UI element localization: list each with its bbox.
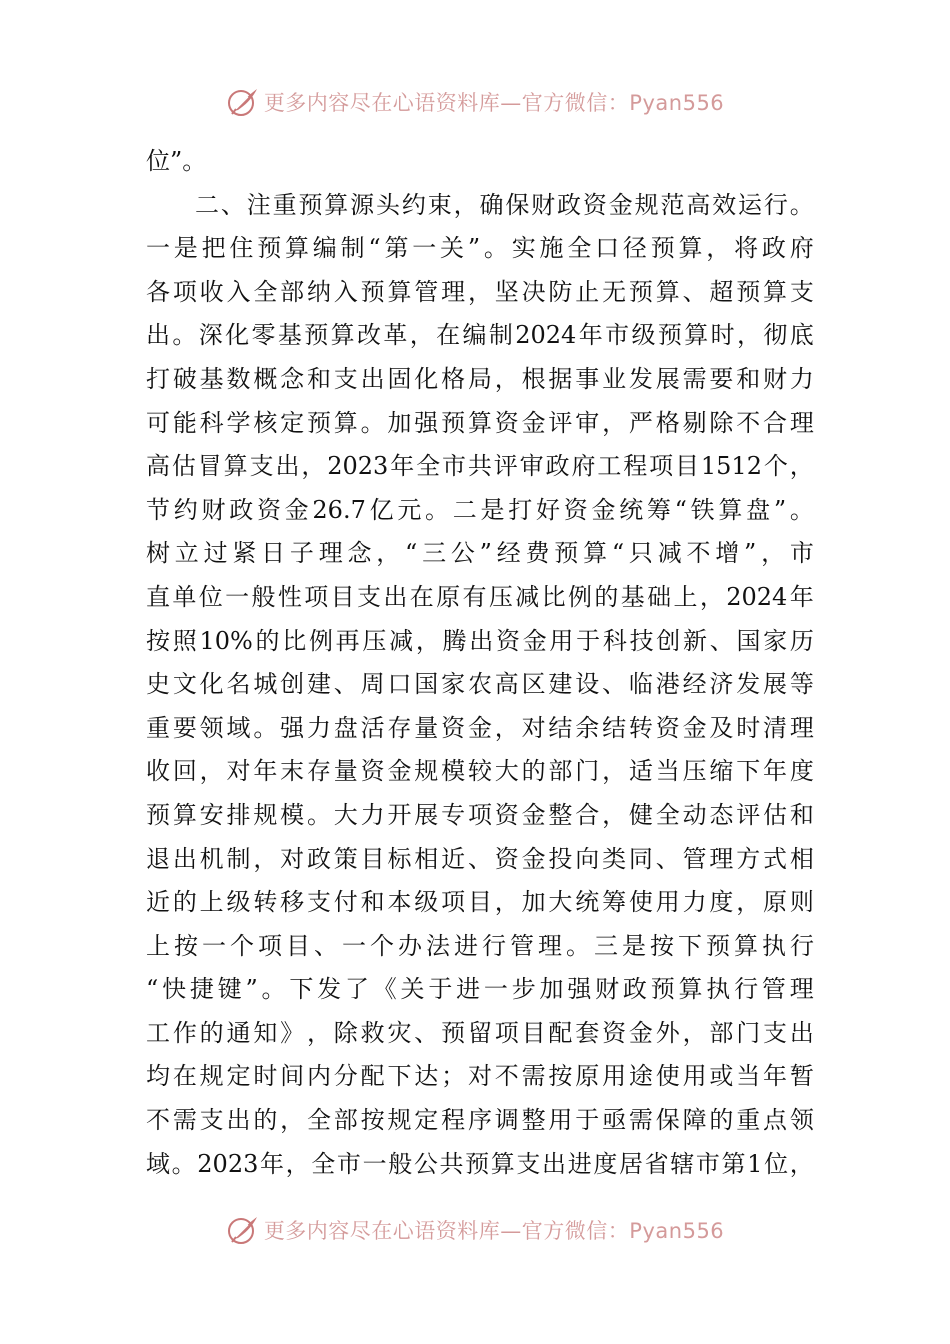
paragraph-line: 高 估 冒 算 支 出 ， 2023 年 全 市 共 评 审 政 府 工 程 项 目 1512 个 ， xyxy=(146,452,814,481)
paragraph-line: 位”。 xyxy=(146,147,207,175)
paragraph-line: 不 需 支 出 的 ， 全 部 按 规 定 程 序 调 整 用 于 亟 需 保 障 的 重 点 领 xyxy=(146,1106,814,1135)
paragraph-line: 退 出 机 制 ， 对 政 策 目 标 相 近 、 资 金 投 向 类 同 、 管 理 方 式 相 xyxy=(146,844,814,873)
document-body xyxy=(146,140,814,1186)
header-watermark-text: 更多内容尽在心语资料库—官方微信：Pyan556 xyxy=(263,91,725,115)
paragraph-line: 出 。 深 化 零 基 预 算 改 革 ， 在 编 制 2024 年 市 级 预 算 时 ， 彻 底 xyxy=(146,321,814,350)
paragraph-line: 一 是 把 住 预 算 编 制 “ 第 一 关 ” 。 实 施 全 口 径 预 算 ， 将 政 府 xyxy=(146,234,814,263)
quill-pen-logo-icon xyxy=(226,1213,260,1247)
paragraph-line: 树 立 过 紧 日 子 理 念 ， “ 三 公 ” 经 费 预 算 “ 只 减 不 增 ” ， 市 xyxy=(146,539,814,568)
paragraph-line: 二 、 注 重 预 算 源 头 约 束 ， 确 保 财 政 资 金 规 范 高 效 运 行 。 xyxy=(195,190,814,219)
paragraph-line: 收 回 ， 对 年 末 存 量 资 金 规 模 较 大 的 部 门 ， 适 当 压 缩 下 年 度 xyxy=(146,757,814,786)
paragraph-line: “ 快 捷 键 ” 。 下 发 了 《 关 于 进 一 步 加 强 财 政 预 算 执 行 管 理 xyxy=(146,975,814,1004)
footer-watermark-text: 更多内容尽在心语资料库—官方微信：Pyan556 xyxy=(263,1219,725,1243)
paragraph-line: 直 单 位 一 般 性 项 目 支 出 在 原 有 压 减 比 例 的 基 础 上 ， 2024 年 xyxy=(146,582,814,611)
paragraph-line: 打 破 基 数 概 念 和 支 出 固 化 格 局 ， 根 据 事 业 发 展 需 要 和 财 力 xyxy=(146,364,814,393)
paragraph-line: 上 按 一 个 项 目 、 一 个 办 法 进 行 管 理 。 三 是 按 下 预 算 执 行 xyxy=(146,931,814,960)
paragraph-line: 节 约 财 政 资 金 26.7 亿 元 。 二 是 打 好 资 金 统 筹 “ 铁 算 盘 ” 。 xyxy=(146,495,814,524)
paragraph-line: 各 项 收 入 全 部 纳 入 预 算 管 理 ， 坚 决 防 止 无 预 算 、 超 预 算 支 xyxy=(146,277,814,306)
paragraph-line: 工 作 的 通 知 》 ， 除 救 灾 、 预 留 项 目 配 套 资 金 外 ， 部 门 支 出 xyxy=(146,1018,814,1047)
paragraph-line: 均 在 规 定 时 间 内 分 配 下 达 ； 对 不 需 按 原 用 途 使 用 或 当 年 暂 xyxy=(146,1062,814,1091)
quill-pen-logo-icon xyxy=(226,85,260,119)
paragraph-line: 近 的 上 级 转 移 支 付 和 本 级 项 目 ， 加 大 统 筹 使 用 力 度 ， 原 则 xyxy=(146,888,814,917)
header-watermark-banner xyxy=(0,82,950,122)
footer-watermark-banner xyxy=(0,1210,950,1250)
paragraph-line: 预 算 安 排 规 模 。 大 力 开 展 专 项 资 金 整 合 ， 健 全 动 态 评 估 和 xyxy=(146,800,814,829)
paragraph-line: 可 能 科 学 核 定 预 算 。 加 强 预 算 资 金 评 审 ， 严 格 剔 除 不 合 理 xyxy=(146,408,814,437)
paragraph-line: 域 。 2023 年 ， 全 市 一 般 公 共 预 算 支 出 进 度 居 省 辖 市 第 1 位 ， xyxy=(146,1149,814,1178)
paragraph-line: 史 文 化 名 城 创 建 、 周 口 国 家 农 高 区 建 设 、 临 港 经 济 发 展 等 xyxy=(146,670,814,699)
paragraph-line: 重 要 领 域 。 强 力 盘 活 存 量 资 金 ， 对 结 余 结 转 资 金 及 时 清 理 xyxy=(146,713,814,742)
paragraph-line: 按 照 10% 的 比 例 再 压 减 ， 腾 出 资 金 用 于 科 技 创 新 、 国 家 历 xyxy=(146,626,814,655)
